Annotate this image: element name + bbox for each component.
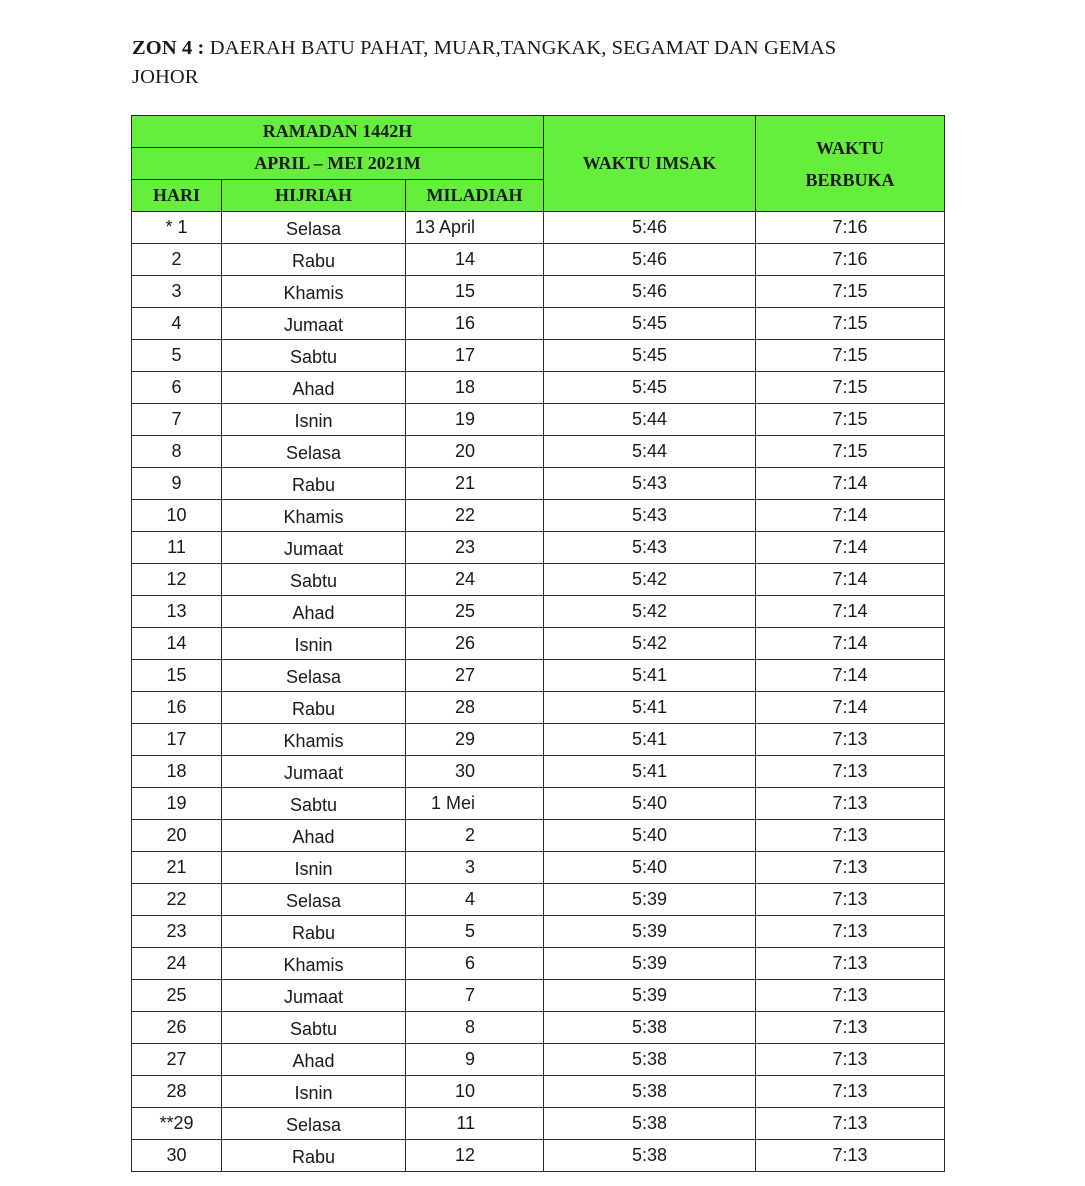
- hari-cell: 22: [132, 884, 222, 916]
- imsak-cell: 5:43: [544, 532, 756, 564]
- table-row: [132, 532, 945, 564]
- miladiah-cell: 21: [406, 468, 544, 500]
- miladiah-cell: 14: [406, 244, 544, 276]
- hijriah-cell: Isnin: [222, 852, 406, 884]
- imsak-cell: 5:39: [544, 980, 756, 1012]
- berbuka-cell: 7:13: [756, 1012, 945, 1044]
- berbuka-header: [756, 116, 945, 212]
- hari-cell: 13: [132, 596, 222, 628]
- table-row: [132, 244, 945, 276]
- miladiah-cell: 25: [406, 596, 544, 628]
- imsak-cell: 5:38: [544, 1108, 756, 1140]
- berbuka-cell: 7:13: [756, 1076, 945, 1108]
- hari-cell: 27: [132, 1044, 222, 1076]
- imsak-cell: 5:46: [544, 212, 756, 244]
- zone-state: JOHOR: [132, 66, 199, 88]
- hijriah-cell: Ahad: [222, 1044, 406, 1076]
- table-row: [132, 1044, 945, 1076]
- hijriah-cell: Isnin: [222, 628, 406, 660]
- table-row: [132, 628, 945, 660]
- ramadan-header: RAMADAN 1442H: [132, 116, 544, 148]
- hijriah-cell: Selasa: [222, 436, 406, 468]
- hari-cell: 20: [132, 820, 222, 852]
- hijriah-cell: Isnin: [222, 404, 406, 436]
- hijriah-cell: Khamis: [222, 276, 406, 308]
- hijriah-cell: Rabu: [222, 1140, 406, 1172]
- berbuka-cell: 7:16: [756, 244, 945, 276]
- hari-cell: * 1: [132, 212, 222, 244]
- prayer-times-table: [131, 115, 945, 1172]
- miladiah-cell: 13 April: [406, 212, 544, 244]
- berbuka-cell: 7:14: [756, 660, 945, 692]
- table-row: [132, 500, 945, 532]
- hijriah-cell: Jumaat: [222, 756, 406, 788]
- hari-cell: 18: [132, 756, 222, 788]
- imsak-cell: 5:46: [544, 276, 756, 308]
- miladiah-cell: 6: [406, 948, 544, 980]
- berbuka-cell: 7:14: [756, 532, 945, 564]
- hijriah-cell: Sabtu: [222, 564, 406, 596]
- berbuka-cell: 7:13: [756, 756, 945, 788]
- imsak-cell: 5:45: [544, 308, 756, 340]
- miladiah-cell: 19: [406, 404, 544, 436]
- berbuka-cell: 7:13: [756, 820, 945, 852]
- imsak-cell: 5:43: [544, 500, 756, 532]
- table-row: [132, 852, 945, 884]
- berbuka-cell: 7:13: [756, 916, 945, 948]
- hijriah-cell: Ahad: [222, 596, 406, 628]
- imsak-cell: 5:40: [544, 820, 756, 852]
- berbuka-cell: 7:13: [756, 788, 945, 820]
- hijriah-cell: Selasa: [222, 660, 406, 692]
- miladiah-cell: 16: [406, 308, 544, 340]
- hari-cell: 25: [132, 980, 222, 1012]
- hari-cell: 24: [132, 948, 222, 980]
- berbuka-cell: 7:13: [756, 884, 945, 916]
- miladiah-cell: 2: [406, 820, 544, 852]
- berbuka-cell: 7:14: [756, 596, 945, 628]
- hari-cell: 8: [132, 436, 222, 468]
- table-row: [132, 404, 945, 436]
- hari-cell: **29: [132, 1108, 222, 1140]
- imsak-cell: 5:38: [544, 1044, 756, 1076]
- miladiah-cell: 18: [406, 372, 544, 404]
- table-row: [132, 884, 945, 916]
- months-header: APRIL – MEI 2021M: [132, 148, 544, 180]
- berbuka-cell: 7:13: [756, 980, 945, 1012]
- miladiah-cell: 8: [406, 1012, 544, 1044]
- hijriah-cell: Rabu: [222, 916, 406, 948]
- miladiah-cell: 11: [406, 1108, 544, 1140]
- table-row: [132, 372, 945, 404]
- berbuka-cell: 7:15: [756, 276, 945, 308]
- hijriah-cell: Jumaat: [222, 980, 406, 1012]
- berbuka-cell: 7:15: [756, 436, 945, 468]
- miladiah-cell: 28: [406, 692, 544, 724]
- hijriah-cell: Selasa: [222, 884, 406, 916]
- imsak-cell: 5:43: [544, 468, 756, 500]
- imsak-cell: 5:39: [544, 884, 756, 916]
- table-row: [132, 788, 945, 820]
- miladiah-cell: 24: [406, 564, 544, 596]
- table-row: [132, 756, 945, 788]
- berbuka-cell: 7:13: [756, 1140, 945, 1172]
- hijriah-cell: Rabu: [222, 468, 406, 500]
- imsak-cell: 5:39: [544, 916, 756, 948]
- table-row: [132, 724, 945, 756]
- hari-cell: 7: [132, 404, 222, 436]
- berbuka-cell: 7:14: [756, 564, 945, 596]
- berbuka-cell: 7:16: [756, 212, 945, 244]
- miladiah-cell: 29: [406, 724, 544, 756]
- hari-cell: 3: [132, 276, 222, 308]
- imsak-cell: 5:41: [544, 724, 756, 756]
- miladiah-cell: 17: [406, 340, 544, 372]
- berbuka-cell: 7:15: [756, 404, 945, 436]
- miladiah-header: MILADIAH: [406, 180, 544, 212]
- imsak-cell: 5:40: [544, 852, 756, 884]
- imsak-cell: 5:40: [544, 788, 756, 820]
- berbuka-header-line2: BERBUKA: [805, 169, 895, 190]
- berbuka-cell: 7:14: [756, 692, 945, 724]
- hijriah-cell: Sabtu: [222, 1012, 406, 1044]
- hari-cell: 9: [132, 468, 222, 500]
- imsak-cell: 5:42: [544, 564, 756, 596]
- hari-cell: 16: [132, 692, 222, 724]
- table-row: [132, 660, 945, 692]
- hijriah-cell: Jumaat: [222, 532, 406, 564]
- miladiah-cell: 10: [406, 1076, 544, 1108]
- table-row: [132, 276, 945, 308]
- hari-cell: 2: [132, 244, 222, 276]
- hijriah-cell: Khamis: [222, 500, 406, 532]
- imsak-cell: 5:41: [544, 756, 756, 788]
- zone-districts: DAERAH BATU PAHAT, MUAR,TANGKAK, SEGAMAT DAN GEMAS: [209, 37, 837, 59]
- table-row: [132, 340, 945, 372]
- berbuka-cell: 7:14: [756, 500, 945, 532]
- miladiah-cell: 4: [406, 884, 544, 916]
- miladiah-cell: 20: [406, 436, 544, 468]
- berbuka-cell: 7:13: [756, 1044, 945, 1076]
- imsak-cell: 5:38: [544, 1076, 756, 1108]
- miladiah-cell: 3: [406, 852, 544, 884]
- hijriah-cell: Isnin: [222, 1076, 406, 1108]
- miladiah-cell: 1 Mei: [406, 788, 544, 820]
- miladiah-cell: 7: [406, 980, 544, 1012]
- imsak-cell: 5:38: [544, 1012, 756, 1044]
- hijriah-header: HIJRIAH: [222, 180, 406, 212]
- table-row: [132, 692, 945, 724]
- imsak-cell: 5:38: [544, 1140, 756, 1172]
- hijriah-cell: Sabtu: [222, 340, 406, 372]
- hari-cell: 28: [132, 1076, 222, 1108]
- hijriah-cell: Jumaat: [222, 308, 406, 340]
- hari-cell: 10: [132, 500, 222, 532]
- miladiah-cell: 15: [406, 276, 544, 308]
- miladiah-cell: 5: [406, 916, 544, 948]
- hari-cell: 12: [132, 564, 222, 596]
- hari-cell: 5: [132, 340, 222, 372]
- berbuka-cell: 7:15: [756, 372, 945, 404]
- berbuka-cell: 7:13: [756, 948, 945, 980]
- imsak-cell: 5:44: [544, 436, 756, 468]
- table-row: [132, 468, 945, 500]
- miladiah-cell: 22: [406, 500, 544, 532]
- berbuka-cell: 7:14: [756, 628, 945, 660]
- imsak-cell: 5:41: [544, 692, 756, 724]
- imsak-cell: 5:45: [544, 372, 756, 404]
- table-row: [132, 212, 945, 244]
- table-row: [132, 1012, 945, 1044]
- table-row: [132, 916, 945, 948]
- hijriah-cell: Ahad: [222, 372, 406, 404]
- miladiah-cell: 26: [406, 628, 544, 660]
- hari-cell: 11: [132, 532, 222, 564]
- hijriah-cell: Selasa: [222, 212, 406, 244]
- miladiah-cell: 23: [406, 532, 544, 564]
- hijriah-cell: Rabu: [222, 244, 406, 276]
- hari-cell: 19: [132, 788, 222, 820]
- table-row: [132, 1140, 945, 1172]
- imsak-cell: 5:42: [544, 596, 756, 628]
- hari-header: HARI: [132, 180, 222, 212]
- imsak-cell: 5:44: [544, 404, 756, 436]
- imsak-header: WAKTU IMSAK: [544, 116, 756, 212]
- table-row: [132, 948, 945, 980]
- miladiah-cell: 12: [406, 1140, 544, 1172]
- berbuka-header-line1: WAKTU: [816, 137, 885, 158]
- zone-label: ZON 4 :: [132, 37, 205, 59]
- hari-cell: 21: [132, 852, 222, 884]
- hari-cell: 23: [132, 916, 222, 948]
- berbuka-cell: 7:14: [756, 468, 945, 500]
- miladiah-cell: 30: [406, 756, 544, 788]
- hijriah-cell: Rabu: [222, 692, 406, 724]
- hijriah-cell: Khamis: [222, 948, 406, 980]
- table-row: [132, 564, 945, 596]
- berbuka-cell: 7:13: [756, 724, 945, 756]
- berbuka-cell: 7:13: [756, 852, 945, 884]
- hijriah-cell: Khamis: [222, 724, 406, 756]
- miladiah-cell: 9: [406, 1044, 544, 1076]
- berbuka-cell: 7:15: [756, 340, 945, 372]
- berbuka-cell: 7:15: [756, 308, 945, 340]
- hari-cell: 15: [132, 660, 222, 692]
- imsak-cell: 5:46: [544, 244, 756, 276]
- table-row: [132, 308, 945, 340]
- table-row: [132, 1076, 945, 1108]
- imsak-cell: 5:42: [544, 628, 756, 660]
- imsak-cell: 5:45: [544, 340, 756, 372]
- hari-cell: 26: [132, 1012, 222, 1044]
- hari-cell: 4: [132, 308, 222, 340]
- imsak-cell: 5:41: [544, 660, 756, 692]
- hari-cell: 6: [132, 372, 222, 404]
- table-row: [132, 1108, 945, 1140]
- table-row: [132, 436, 945, 468]
- hijriah-cell: Ahad: [222, 820, 406, 852]
- table-row: [132, 820, 945, 852]
- berbuka-cell: 7:13: [756, 1108, 945, 1140]
- hijriah-cell: Selasa: [222, 1108, 406, 1140]
- table-row: [132, 596, 945, 628]
- table-row: [132, 980, 945, 1012]
- miladiah-cell: 27: [406, 660, 544, 692]
- imsak-cell: 5:39: [544, 948, 756, 980]
- hari-cell: 30: [132, 1140, 222, 1172]
- hijriah-cell: Sabtu: [222, 788, 406, 820]
- hari-cell: 17: [132, 724, 222, 756]
- hari-cell: 14: [132, 628, 222, 660]
- table-body: [132, 212, 945, 1172]
- document-title: [132, 34, 836, 92]
